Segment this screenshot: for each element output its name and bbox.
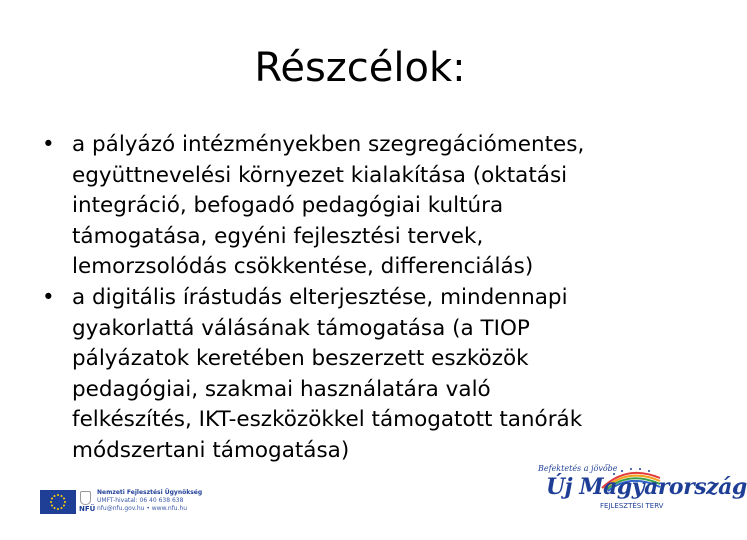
bullet-line: felkészítés, IKT-eszközökkel támogatott tanórák — [72, 407, 583, 433]
bullet-line: támogatása, egyéni fejlesztési tervek, — [72, 223, 484, 249]
bullet-line: pályázatok keretében beszerzett eszközök — [72, 346, 529, 372]
eu-flag-icon — [40, 490, 76, 514]
brand-logo — [532, 462, 747, 522]
agency-phone: UMFT-hivatal: 06 40 638 638 — [97, 497, 184, 504]
bullet-list — [42, 130, 682, 467]
slide-title: Részcélok: — [254, 45, 466, 91]
bullet-line: a digitális írástudás elterjesztése, mindennapi — [72, 284, 568, 310]
bullet-line: gyakorlattá válásának támogatása (a TIOP — [72, 315, 530, 341]
bullet-line: pedagógiai, szakmai használatára való — [72, 376, 491, 402]
coat-of-arms-icon — [80, 491, 91, 505]
bullet-marker: • — [42, 284, 55, 310]
agency-info — [97, 489, 217, 513]
bullet-line: lemorzsolódás csökkentése, differenciálás) — [72, 254, 534, 280]
bullet-line: együttnevelési környezet kialakítása (oktatási — [72, 162, 568, 188]
agency-web: nfu@nfu.gov.hu • www.nfu.hu — [97, 505, 188, 512]
nfu-logo: NFÜ — [79, 505, 96, 513]
agency-name: Nemzeti Fejlesztési Ügynökség — [97, 489, 203, 496]
bullet-line: integráció, befogadó pedagógiai kultúra — [72, 193, 504, 219]
agency-footer — [40, 488, 215, 518]
bullet-line: módszertani támogatása) — [72, 437, 350, 463]
bullet-item — [42, 130, 682, 283]
bullet-marker: • — [42, 132, 55, 157]
bullet-line: a pályázó intézményekben szegregációmentes, — [72, 132, 585, 157]
bullet-item — [42, 283, 682, 467]
brand-tagline: Befektetés a jövőbe — [538, 464, 618, 473]
brand-subtitle: FEJLESZTÉSI TERV — [600, 502, 664, 510]
brand-name: Új Magyarország — [546, 474, 747, 500]
